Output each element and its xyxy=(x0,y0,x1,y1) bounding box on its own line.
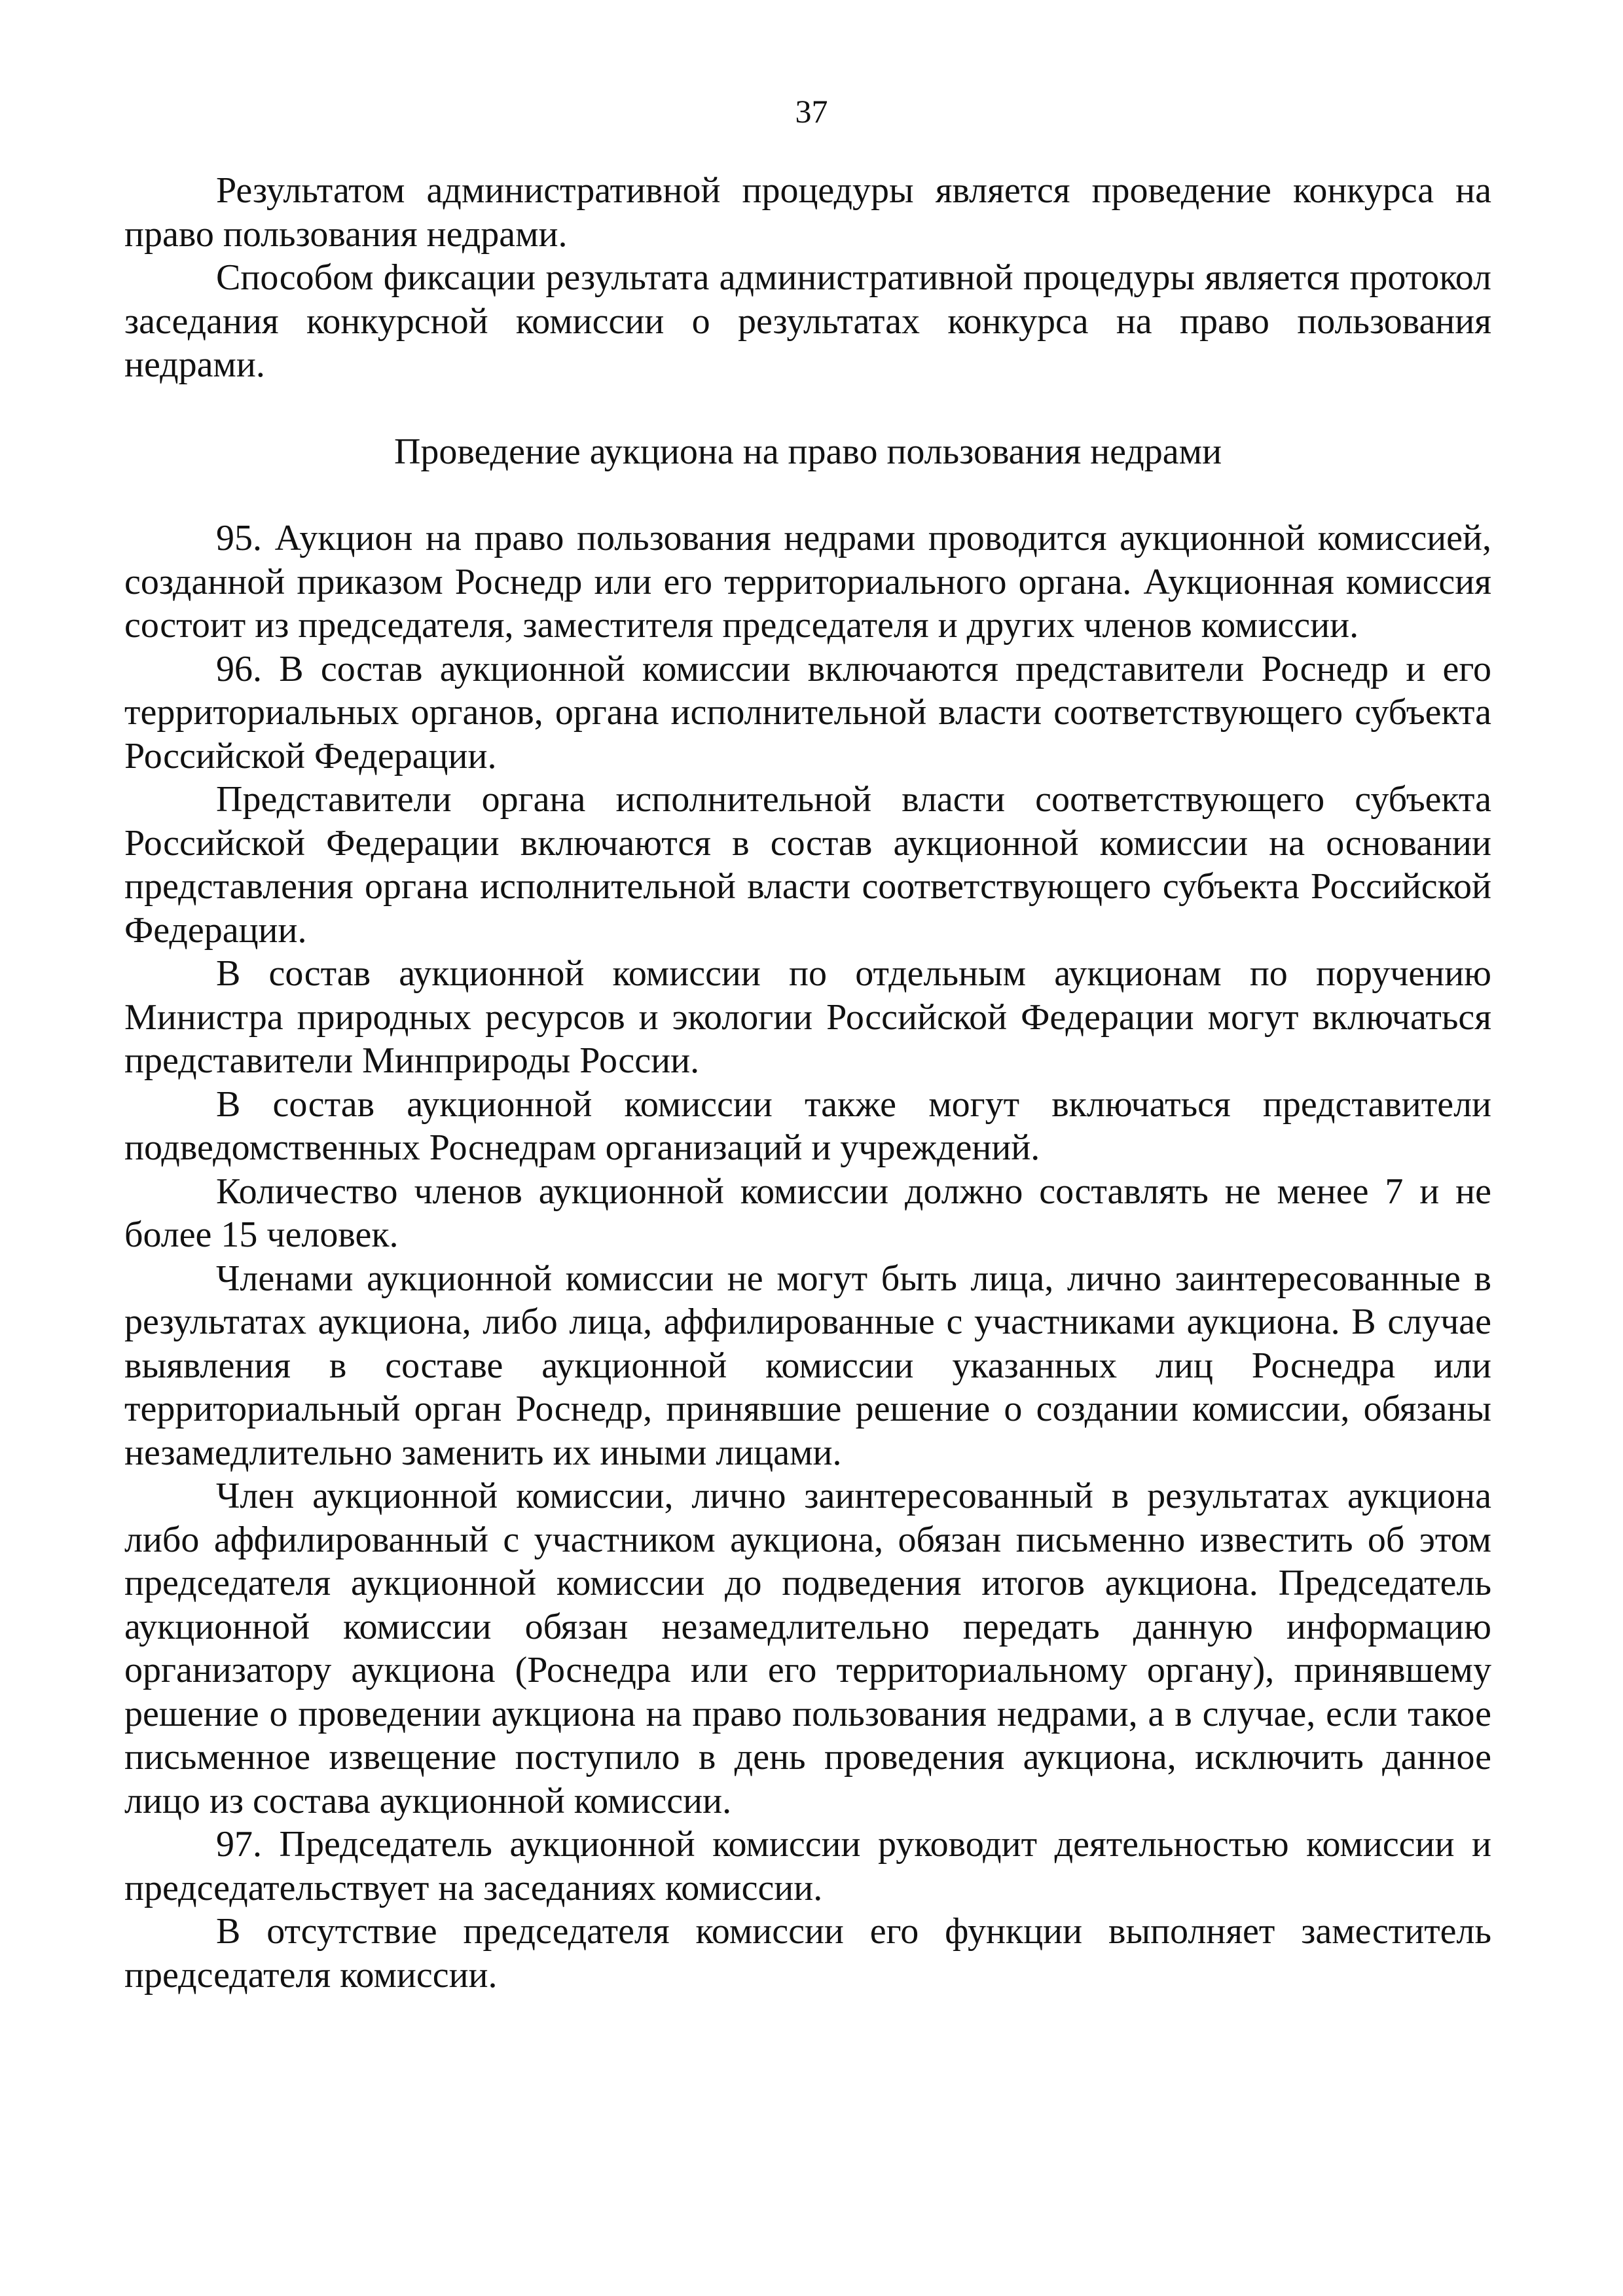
paragraph-regional-representatives: Представители органа исполнительной власти соответствующего субъекта Российской Федерации включаются в состав аукционной комиссии на основании представления органа исполнительной власти соответствующего субъекта Российской Федерации. xyxy=(124,779,1491,951)
section-heading: Проведение аукциона на право пользования недрами xyxy=(393,431,1222,472)
paragraph-chair-absence: В отсутствие председателя комиссии его функции выполняет заместитель председателя комиссии. xyxy=(124,1911,1491,1995)
page-number: 37 xyxy=(795,93,828,130)
paragraph-member-count: Количество членов аукционной комиссии должно составлять не менее 7 и не более 15 человек. xyxy=(124,1171,1491,1255)
paragraph-conflict-of-interest: Членами аукционной комиссии не могут быть лица, лично заинтересованные в результатах аукциона, либо лица, аффилированные с участниками аукциона. В случае выявления в составе аукционной комиссии указанных лиц Роснедра или территориальный орган Роснедр, принявшие решение о создании комиссии, обязаны незамедлительно заменить их иными лицами. xyxy=(124,1258,1491,1473)
paragraph-subordinate-organizations: В состав аукционной комиссии также могут включаться представители подведомственных Роснедрам организаций и учреждений. xyxy=(124,1084,1491,1168)
paragraph-97: 97. Председатель аукционной комиссии руководит деятельностью комиссии и председательствует на заседаниях комиссии. xyxy=(124,1824,1491,1908)
paragraph-procedure-result: Результатом административной процедуры является проведение конкурса на право пользования недрами. xyxy=(124,170,1491,255)
paragraph-member-notification: Член аукционной комиссии, лично заинтересованный в результатах аукциона либо аффилированный с участником аукциона, обязан письменно известить об этом председателя аукционной комиссии до подведения итогов аукциона. Председатель аукционной комиссии обязан незамедлительно передать данную информацию организатору аукциона (Роснедра или его территориальному органу), принявшему решение о проведении аукциона на право пользования недрами, а в случае, если такое письменное извещение поступило в день проведения аукциона, исключить данное лицо из состава аукционной комиссии. xyxy=(124,1476,1491,1821)
paragraph-96: 96. В состав аукционной комиссии включаются представители Роснедр и его территориальных органов, органа исполнительной власти соответствующего субъекта Российской Федерации. xyxy=(124,648,1491,776)
paragraph-95: 95. Аукцион на право пользования недрами проводится аукционной комиссией, созданной приказом Роснедр или его территориального органа. Аукционная комиссия состоит из председателя, заместителя председателя и других членов комиссии. xyxy=(124,518,1491,646)
paragraph-result-fixation: Способом фиксации результата административной процедуры является протокол заседания конкурсной комиссии о результатах конкурса на право пользования недрами. xyxy=(124,257,1491,385)
document-body xyxy=(124,169,1491,1997)
paragraph-ministry-representatives: В состав аукционной комиссии по отдельным аукционам по поручению Министра природных ресурсов и экологии Российской Федерации могут включаться представители Минприроды России. xyxy=(124,953,1491,1081)
